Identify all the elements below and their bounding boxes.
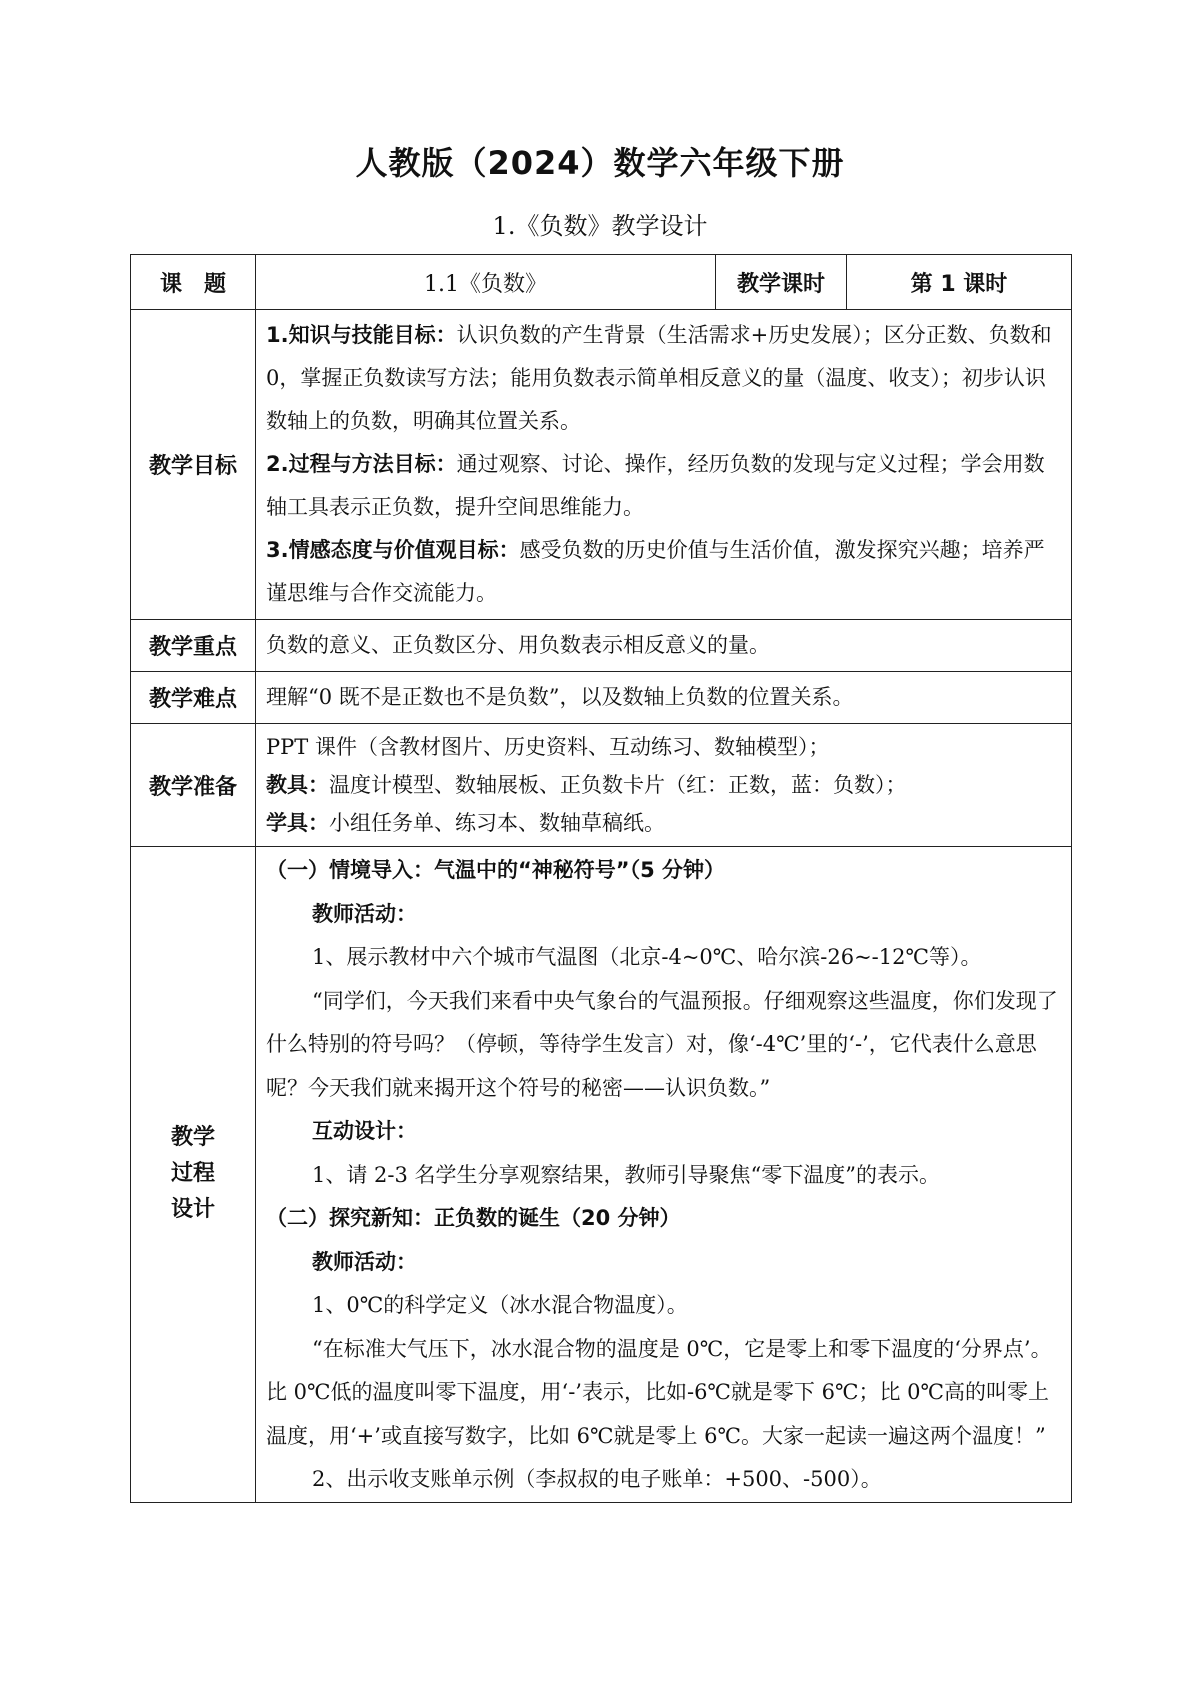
process-content bbox=[256, 847, 1072, 1503]
key-points-label: 教学重点 bbox=[131, 620, 256, 672]
section-title: （二）探究新知：正负数的诞生（20 分钟） bbox=[266, 1206, 681, 1230]
document-subtitle: 1.《负数》教学设计 bbox=[492, 212, 708, 240]
paragraph: 2、出示收支账单示例（李叔叔的电子账单：+500、-500）。 bbox=[312, 1467, 882, 1491]
key-points-text: 负数的意义、正负数区分、用负数表示相反意义的量。 bbox=[256, 620, 1072, 672]
section-subheading: 教师活动： bbox=[312, 901, 417, 926]
preparation-label: 教学准备 bbox=[131, 724, 256, 847]
process-label: 教学 过程 设计 bbox=[131, 847, 256, 1503]
preparation-line: 教具：温度计模型、数轴展板、正负数卡片（红：正数，蓝：负数）； bbox=[266, 773, 907, 797]
period-label: 教学课时 bbox=[716, 255, 847, 310]
section-subheading: 教师活动： bbox=[312, 1249, 417, 1274]
topic-label: 课 题 bbox=[131, 255, 256, 310]
paragraph: 1、0℃的科学定义（冰水混合物温度）。 bbox=[312, 1293, 688, 1317]
difficulties-row bbox=[131, 672, 1072, 724]
document-title: 人教版（2024）数学六年级下册 bbox=[355, 144, 845, 182]
goals-row bbox=[131, 310, 1072, 620]
goal-item: 1.知识与技能目标：认识负数的产生背景（生活需求+历史发展）；区分正数、负数和 0，掌握正负数读写方法；能用负数表示简单相反意义的量（温度、收支）；初步认识数轴上的负数，明确其位置关系。 bbox=[266, 323, 1052, 433]
preparation-content bbox=[256, 724, 1072, 847]
paragraph: “在标准大气压下，冰水混合物的温度是 0℃，它是零上和零下温度的‘分界点’。比 0℃低的温度叫零下温度，用‘-’表示，比如-6℃就是零下 6℃；比 0℃高的叫零上温度，用‘+’或直接写数字，比如 6℃就是零上 6℃。大家一起读一遍这两个温度！” bbox=[266, 1336, 1052, 1448]
preparation-row bbox=[131, 724, 1072, 847]
process-row bbox=[131, 847, 1072, 1503]
section-subheading: 互动设计： bbox=[312, 1119, 417, 1143]
paragraph: 1、请 2-3 名学生分享观察结果，教师引导聚焦“零下温度”的表示。 bbox=[312, 1162, 940, 1187]
period-value: 第 1 课时 bbox=[847, 255, 1072, 310]
difficulties-text: 理解“0 既不是正数也不是负数”，以及数轴上负数的位置关系。 bbox=[256, 672, 1072, 724]
goals-content bbox=[256, 310, 1072, 620]
header-row bbox=[131, 255, 1072, 310]
topic-value: 1.1《负数》 bbox=[256, 255, 716, 310]
paragraph: 1、展示教材中六个城市气温图（北京-4~0℃、哈尔滨-26~-12℃等）。 bbox=[312, 945, 982, 969]
preparation-line: 学具：小组任务单、练习本、数轴草稿纸。 bbox=[266, 811, 665, 835]
difficulties-label: 教学难点 bbox=[131, 672, 256, 724]
paragraph: “同学们，今天我们来看中央气象台的气温预报。仔细观察这些温度，你们发现了什么特别的符号吗？（停顿，等待学生发言）对，像‘-4℃’里的‘-’，它代表什么意思呢？今天我们就来揭开这个符号的秘密——认识负数。” bbox=[266, 988, 1058, 1100]
lesson-plan-table bbox=[130, 254, 1072, 1503]
preparation-line: PPT 课件（含教材图片、历史资料、互动练习、数轴模型）； bbox=[266, 735, 830, 759]
goal-item: 3.情感态度与价值观目标：感受负数的历史价值与生活价值，激发探究兴趣；培养严谨思维与合作交流能力。 bbox=[266, 538, 1045, 605]
key-points-row bbox=[131, 620, 1072, 672]
section-title: （一）情境导入：气温中的“神秘符号”（5 分钟） bbox=[266, 858, 726, 882]
goal-item: 2.过程与方法目标：通过观察、讨论、操作，经历负数的发现与定义过程；学会用数轴工具表示正负数，提升空间思维能力。 bbox=[266, 452, 1045, 519]
goals-label: 教学目标 bbox=[131, 310, 256, 620]
